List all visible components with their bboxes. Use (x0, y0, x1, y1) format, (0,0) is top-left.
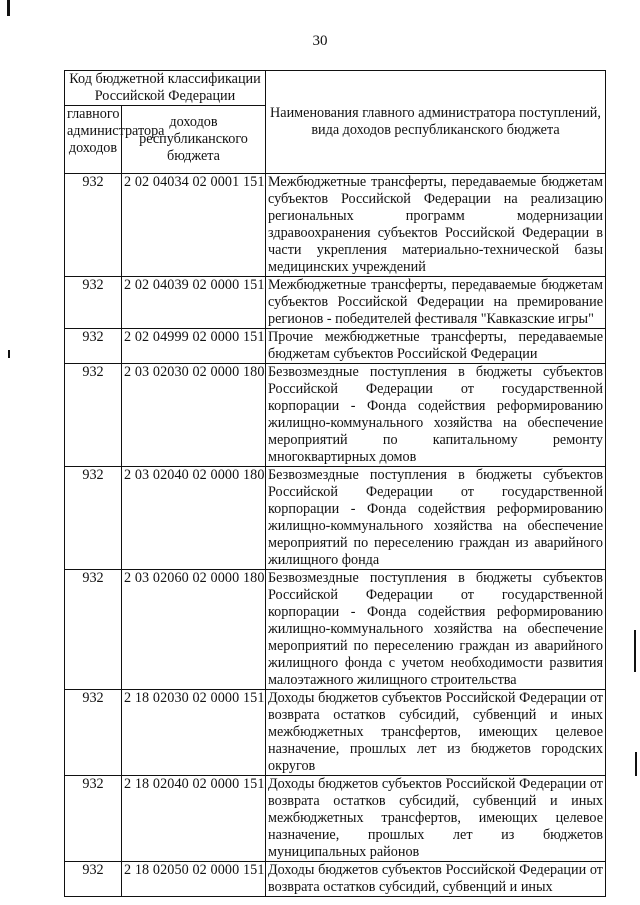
header-chief-administrator: главного администратора доходов (65, 106, 122, 174)
income-name-cell: Межбюджетные трансферты, передаваемые бюджетам субъектов Российской Федерации на реализацию региональных программ модернизации здравоохранения субъектов Российской Федерации в части укрепления материально-технической базы медицинских учреждений (266, 174, 606, 277)
admin-code-cell: 932 (65, 174, 122, 277)
income-code-cell: 2 02 04999 02 0000 151 (122, 329, 266, 364)
table-row (65, 570, 606, 690)
table-row (65, 364, 606, 467)
admin-code-cell: 932 (65, 329, 122, 364)
income-name-cell: Прочие межбюджетные трансферты, передаваемые бюджетам субъектов Российской Федерации (266, 329, 606, 364)
income-name-cell: Доходы бюджетов субъектов Российской Федерации от возврата остатков субсидий, субвенций и иных (266, 862, 606, 897)
header-name: Наименования главного администратора поступлений, вида доходов республиканского бюджета (266, 71, 606, 174)
scan-edge-mark-left (8, 350, 10, 358)
income-code-cell: 2 03 02030 02 0000 180 (122, 364, 266, 467)
header-classification-code: Код бюджетной классификации Российской Федерации (65, 71, 266, 106)
admin-code-cell: 932 (65, 690, 122, 776)
page-number: 30 (312, 33, 328, 49)
income-code-cell: 2 18 02050 02 0000 151 (122, 862, 266, 897)
admin-code-cell: 932 (65, 277, 122, 329)
table-row (65, 862, 606, 897)
income-name-cell: Безвозмездные поступления в бюджеты субъектов Российской Федерации от государственной корпорации - Фонда содействия реформированию жилищно-коммунального хозяйства на обеспечение мероприятий по переселению граждан из аварийного жилищного фонда с учетом необходимости развития малоэтажного жилищного строительства (266, 570, 606, 690)
income-code-cell: 2 18 02030 02 0000 151 (122, 690, 266, 776)
income-code-cell: 2 02 04034 02 0001 151 (122, 174, 266, 277)
income-code-cell: 2 03 02060 02 0000 180 (122, 570, 266, 690)
income-code-cell: 2 02 04039 02 0000 151 (122, 277, 266, 329)
income-name-cell: Безвозмездные поступления в бюджеты субъектов Российской Федерации от государственной корпорации - Фонда содействия реформированию жилищно-коммунального хозяйства на обеспечение мероприятий по переселению граждан из аварийного жилищного фонда (266, 467, 606, 570)
header-row-group (65, 71, 606, 106)
admin-code-cell: 932 (65, 467, 122, 570)
table-row (65, 277, 606, 329)
admin-code-cell: 932 (65, 862, 122, 897)
scan-edge-mark-right (634, 630, 636, 672)
scan-edge-mark-right-lower (635, 752, 637, 776)
income-name-cell: Межбюджетные трансферты, передаваемые бюджетам субъектов Российской Федерации на премирование регионов - победителей фестиваля "Кавказские игры" (266, 277, 606, 329)
admin-code-cell: 932 (65, 776, 122, 862)
header-income: доходов республиканского бюджета (122, 106, 266, 174)
admin-code-cell: 932 (65, 570, 122, 690)
scan-edge-mark-top-left (7, 0, 10, 16)
income-name-cell: Доходы бюджетов субъектов Российской Федерации от возврата остатков субсидий, субвенций и иных межбюджетных трансфертов, имеющих целевое назначение, прошлых лет из бюджетов муниципальных районов (266, 776, 606, 862)
table-row (65, 776, 606, 862)
income-code-cell: 2 03 02040 02 0000 180 (122, 467, 266, 570)
income-name-cell: Доходы бюджетов субъектов Российской Федерации от возврата остатков субсидий, субвенций и иных межбюджетных трансфертов, имеющих целевое назначение, прошлых лет из бюджетов городских округов (266, 690, 606, 776)
table-row (65, 690, 606, 776)
table-row (65, 467, 606, 570)
admin-code-cell: 932 (65, 364, 122, 467)
budget-classification-table (64, 70, 606, 897)
income-name-cell: Безвозмездные поступления в бюджеты субъектов Российской Федерации от государственной корпорации - Фонда содействия реформированию жилищно-коммунального хозяйства на обеспечение мероприятий по капитальному ремонту многоквартирных домов (266, 364, 606, 467)
income-code-cell: 2 18 02040 02 0000 151 (122, 776, 266, 862)
table-row (65, 174, 606, 277)
table-row (65, 329, 606, 364)
